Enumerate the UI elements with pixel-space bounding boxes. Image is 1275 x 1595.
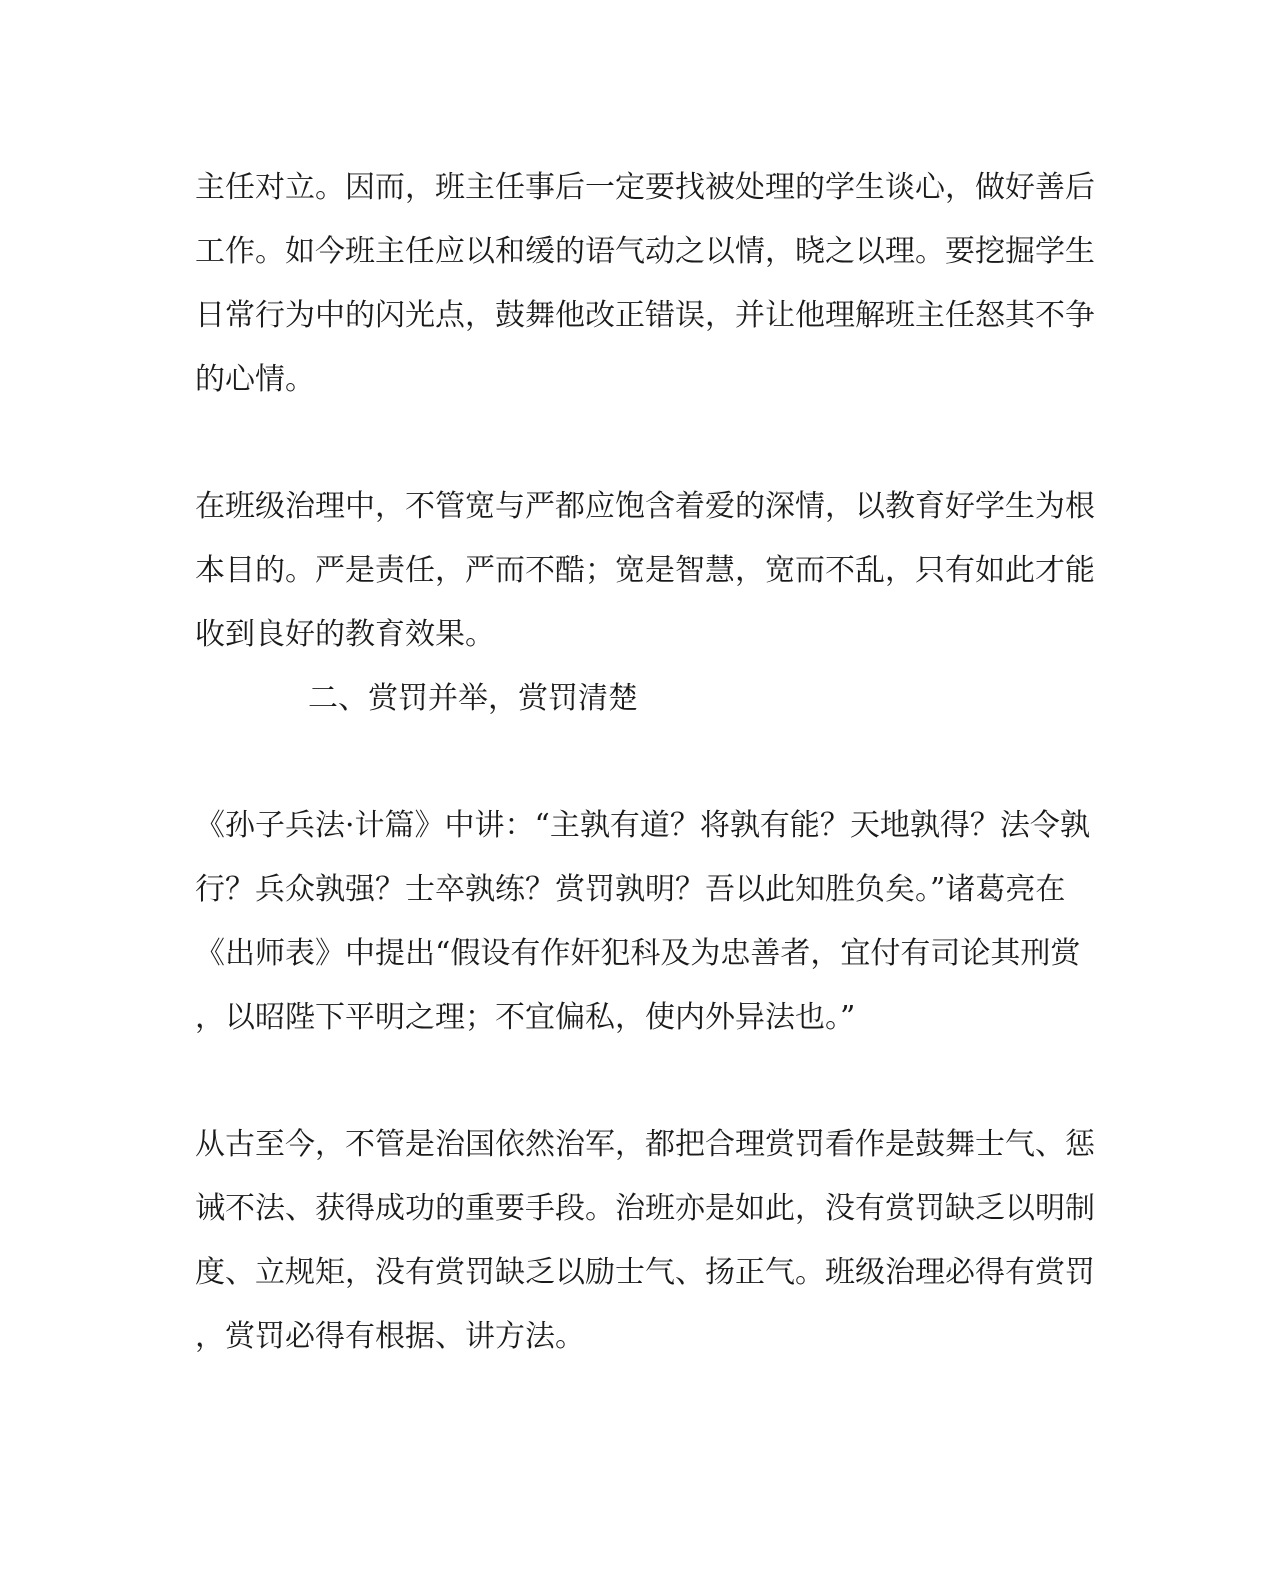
paragraph-line: 《出师表》中提出“假设有作奸犯科及为忠善者，宜付有司论其刑赏	[195, 936, 1081, 971]
paragraph-line: 本目的。严是责任，严而不酷；宽是智慧，宽而不乱，只有如此才能	[195, 553, 1095, 588]
paragraph-line: ，以昭陛下平明之理；不宜偏私，使内外异法也。”	[195, 1000, 856, 1035]
paragraph-line: 工作。如今班主任应以和缓的语气动之以情，晓之以理。要挖掘学生	[195, 234, 1095, 269]
paragraph-line: 行？兵众孰强？士卒孰练？赏罚孰明？吾以此知胜负矣。”诸葛亮在	[195, 872, 1066, 907]
paragraph-line: 《孙子兵法·计篇》中讲：“主孰有道？将孰有能？天地孰得？法令孰	[195, 808, 1090, 843]
paragraph-line: 度、立规矩，没有赏罚缺乏以励士气、扬正气。班级治理必得有赏罚	[195, 1255, 1095, 1290]
paragraph-line: 诫不法、获得成功的重要手段。治班亦是如此，没有赏罚缺乏以明制	[195, 1191, 1095, 1226]
paragraph-line: 从古至今，不管是治国依然治军，都把合理赏罚看作是鼓舞士气、惩	[195, 1127, 1095, 1162]
paragraph-line: 在班级治理中，不管宽与严都应饱含着爱的深情，以教育好学生为根	[195, 489, 1095, 524]
paragraph-line: 的心情。	[195, 362, 315, 397]
section-heading: 二、赏罚并举，赏罚清楚	[308, 681, 638, 716]
paragraph-line: 主任对立。因而，班主任事后一定要找被处理的学生谈心，做好善后	[195, 170, 1095, 205]
paragraph-line: 日常行为中的闪光点，鼓舞他改正错误，并让他理解班主任怒其不争	[195, 298, 1095, 333]
paragraph-line: 收到良好的教育效果。	[195, 617, 495, 652]
paragraph-line: ，赏罚必得有根据、讲方法。	[195, 1319, 585, 1354]
